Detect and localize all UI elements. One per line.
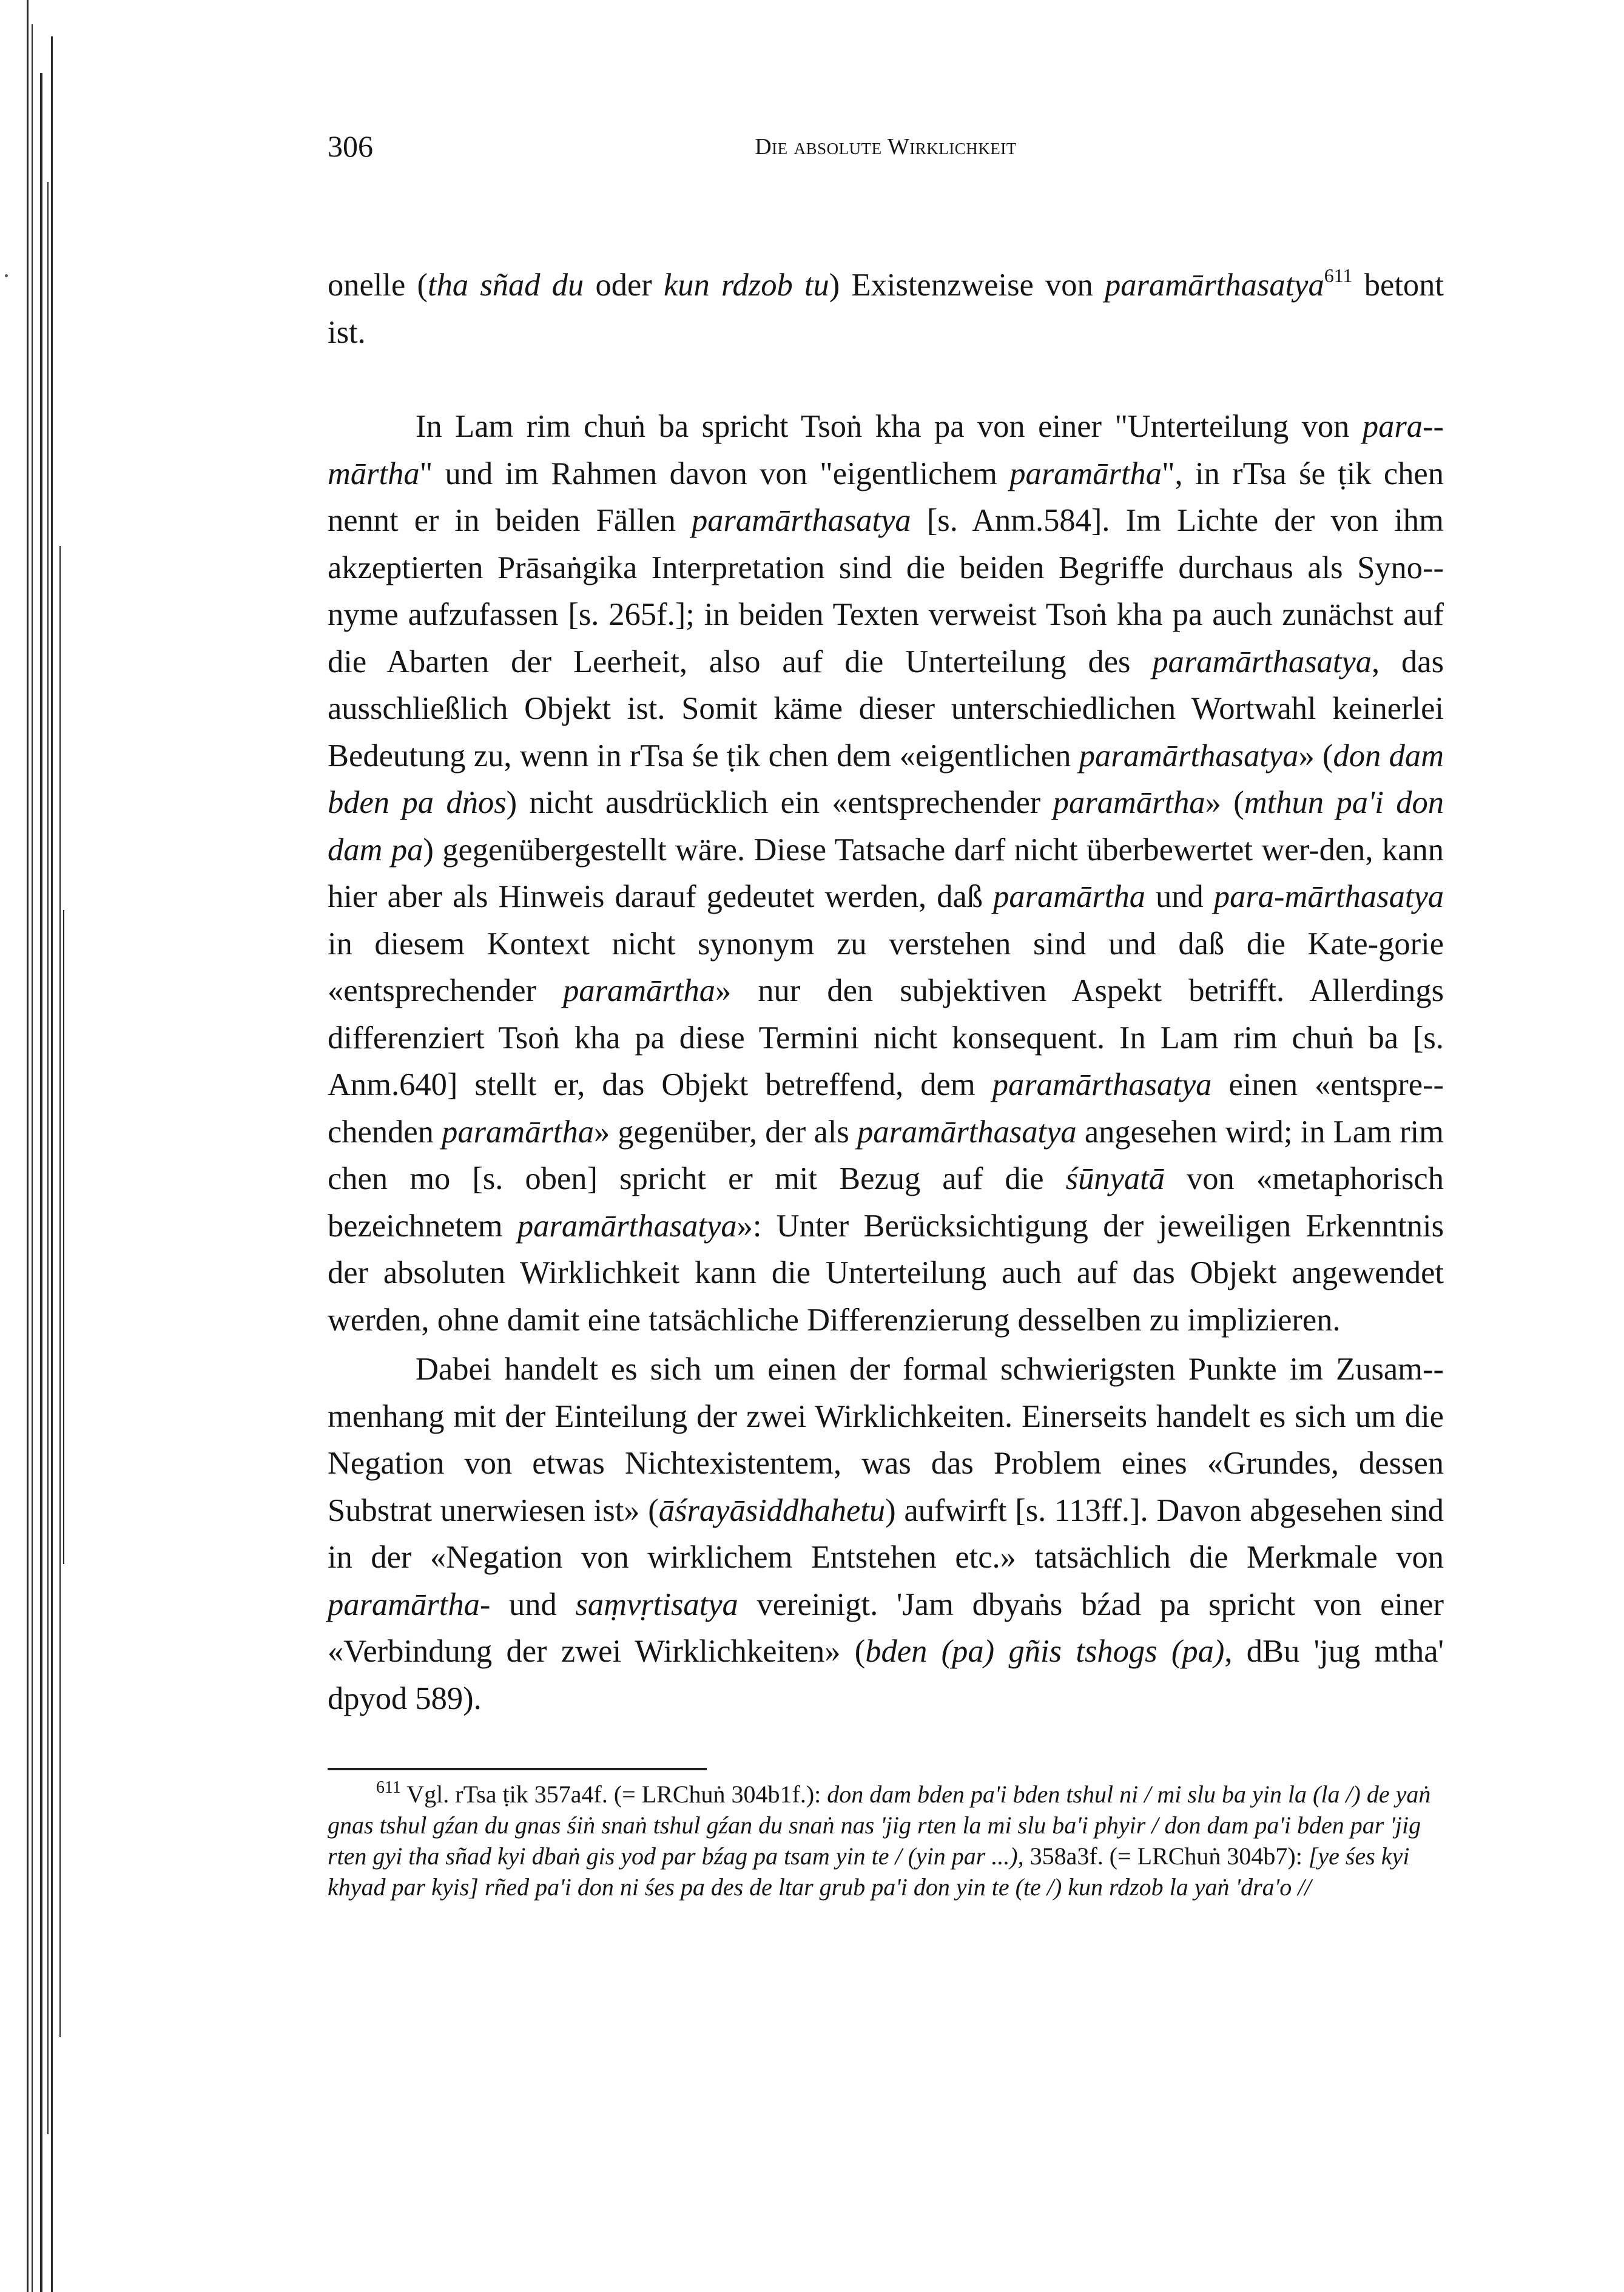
text-run: 358a3f. (= LRChuṅ 304b7): [1023, 1842, 1309, 1870]
text-run: » ( [1298, 738, 1333, 774]
text-run: einen «entspre-chenden [328, 1067, 1444, 1150]
text-run: und [490, 1586, 576, 1622]
text-run: [s. Anm.584]. Im Lichte der von ihm akzeptierten Prāsaṅgika Interpretation sind die beiden Begriffe durchaus als Syno-nyme aufzufassen [s. 265f.]; in beiden Texten verweist Tsoṅ kha pa auch zunächst auf die Abarten der Leerheit, also auf die Unterteilung des [328, 503, 1444, 679]
footnote-text [328, 1778, 1431, 1901]
page-number: 306 [328, 129, 373, 163]
italic-term: para-mārtha [328, 409, 1444, 491]
italic-term: saṃvṛtisatya [575, 1586, 738, 1622]
italic-term: śūnyatā [1065, 1161, 1165, 1196]
text-run: In Lam rim chuṅ ba spricht Tsoṅ kha pa von einer "Unterteilung von [416, 409, 1363, 444]
italic-term: mthun pa'i don dam pa [328, 785, 1444, 868]
text-run: Vgl. rTsa ṭik 357a4f. (= LRChuṅ 304b1f.): [400, 1781, 827, 1808]
text-run: oder [584, 268, 664, 303]
running-title: Die absolute Wirklichkeit [755, 134, 1017, 160]
text-run: , dBu 'jug mtha' dpyod 589). [328, 1634, 1444, 1716]
italic-term: tha sñad du [428, 268, 584, 303]
italic-term: paramārthasatya [1079, 738, 1299, 774]
paragraph [328, 403, 1444, 1344]
text-run: betont ist. [328, 268, 1444, 350]
italic-term: paramārthasatya [692, 503, 911, 538]
text-run: angesehen wird; in Lam rim chen mo [s. oben] spricht er mit Bezug auf die [328, 1114, 1444, 1196]
text-run: und [1145, 879, 1214, 914]
italic-term: paramārthasatya [992, 1067, 1212, 1102]
text-run: ) aufwirft [s. 113ff.]. Davon abgesehen sind in der «Negation von wirklichem Entstehen etc.» tatsächlich die Merkmale von [328, 1492, 1444, 1575]
text-run: ) Existenzweise von [829, 268, 1105, 303]
footnote-separator [328, 1768, 707, 1770]
italic-term: paramārtha [563, 973, 715, 1008]
italic-term: āśrayāsiddhahetu [658, 1492, 886, 1528]
italic-term: paramārthasatya [857, 1114, 1077, 1150]
italic-term: kun rdzob tu [664, 268, 829, 303]
footnote-ref: 611 [376, 1778, 401, 1797]
text-run: onelle ( [328, 268, 428, 303]
italic-term: paramārtha [1009, 456, 1162, 491]
text-run: »: Unter Berücksichtigung der jeweiligen Erkenntnis der absoluten Wirklichkeit kann die Unterteilung auch auf das Objekt angewendet werden, ohne damit eine tatsächliche Differenzierung desselben zu implizieren. [328, 1208, 1444, 1338]
text-run: von «metaphorisch bezeichnetem [328, 1161, 1444, 1244]
italic-term: paramārtha [442, 1114, 594, 1150]
text-run: » nur den subjektiven Aspekt betrifft. Allerdings differenziert Tsoṅ kha pa diese Termini nicht konsequent. In Lam rim chuṅ ba [s. Anm.640] stellt er, das Objekt betreffend, dem [328, 973, 1444, 1102]
main-text [328, 262, 1444, 1722]
text-run: " und im Rahmen davon von "eigentlichem [419, 456, 1010, 491]
paragraph-continued [328, 262, 1444, 356]
italic-term: don dam bden pa'i bden tshul ni / mi slu ba yin la (la /) de yaṅ gnas tshul gźan du gnas śiṅ snaṅ tshul gźan du snaṅ nas 'jig rten la mi slu ba'i phyir / don dam pa'i bden par 'jig rten gyi tha sñad kyi dbaṅ gis yod par bźag pa tsam yin te / (yin par ...), [328, 1781, 1431, 1870]
text-run: » ( [1205, 785, 1244, 820]
italic-term: don dam bden pa dṅos [328, 738, 1444, 820]
paragraph [328, 1346, 1444, 1722]
italic-term: paramārtha [1053, 785, 1205, 820]
italic-term: paramārtha [993, 879, 1145, 914]
running-header [328, 129, 1444, 171]
scan-binding-edge [0, 0, 79, 2292]
text-run: ", in rTsa śe ṭik chen nennt er in beiden Fällen [328, 456, 1444, 538]
italic-term: paramārthasatya [517, 1208, 737, 1244]
italic-term: paramārthasatya [1152, 644, 1372, 679]
italic-term: para-mārthasatya [1213, 879, 1444, 914]
italic-term: [ye śes kyi khyad par kyis] rñed pa'i don ni śes pa des de ltar grub pa'i don yin te (te /) kun rdzob la yaṅ 'dra'o // [328, 1842, 1410, 1901]
footnote-ref: 611 [1324, 265, 1353, 286]
text-run: vereinigt. 'Jam dbyaṅs bźad pa spricht von einer «Verbindung der zwei Wirklichkeiten» ( [328, 1586, 1444, 1669]
italic-term: bden (pa) gñis tshogs (pa) [865, 1634, 1225, 1669]
footnote-611 [328, 1779, 1444, 1903]
scan-speck [5, 274, 8, 277]
text-run: ) gegenübergestellt wäre. Diese Tatsache darf nicht überbewertet wer-den, kann hier aber als Hinweis darauf gedeutet werden, daß [328, 832, 1444, 914]
text-run: , das ausschließlich Objekt ist. Somit käme dieser unterschiedlichen Wortwahl keinerlei Bedeutung zu, wenn in rTsa śe ṭik chen dem «eigentlichen [328, 644, 1444, 774]
italic-term: paramārtha- [328, 1586, 491, 1622]
italic-term: paramārthasatya [1105, 268, 1324, 303]
text-run: Dabei handelt es sich um einen der formal schwierigsten Punkte im Zusam-menhang mit der Einteilung der zwei Wirklichkeiten. Einerseits handelt es sich um die Negation von etwas Nichtexistentem, was das Problem eines «Grundes, dessen Substrat unerwiesen ist» ( [328, 1352, 1444, 1528]
text-run: ) nicht ausdrücklich ein «entsprechender [506, 785, 1053, 820]
text-run: » gegenüber, der als [593, 1114, 857, 1150]
text-run: in diesem Kontext nicht synonym zu verstehen sind und daß die Kate-gorie «entsprechender [328, 926, 1444, 1008]
